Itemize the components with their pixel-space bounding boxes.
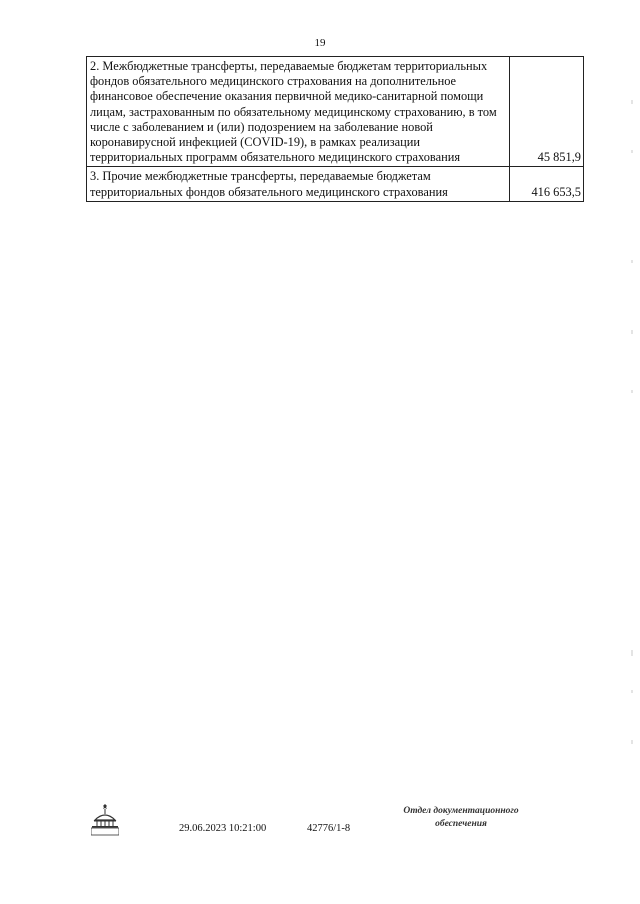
- row-amount: 45 851,9: [510, 57, 584, 167]
- footer-datetime: 29.06.2023 10:21:00: [179, 823, 267, 834]
- table-row: [87, 167, 584, 201]
- scan-edge-marks: [628, 90, 636, 790]
- budget-table: [86, 56, 584, 202]
- row-description: 3. Прочие межбюджетные трансферты, передаваемые бюджетам территориальных фондов обязательного медицинского страхования: [87, 167, 510, 201]
- department-stamp: [396, 805, 526, 831]
- stamp-line: Отдел документационного: [403, 806, 519, 816]
- stamp-line: обеспечения: [435, 819, 487, 829]
- row-description: 2. Межбюджетные трансферты, передаваемые бюджетам территориальных фондов обязательного медицинского страхования на дополнительное финансовое обеспечение оказания первичной медико-санитарной помощи лицам, застрахованным по обязательному медицинскому страхованию, в том числе с заболеванием и (или) подозрением на заболевание новой коронавирусной инфекцией (COVID-19), в рамках реализации территориальных программ обязательного медицинского страхования: [87, 57, 510, 167]
- duma-emblem-icon: [91, 804, 119, 836]
- page-number: 19: [314, 37, 326, 49]
- row-amount: 416 653,5: [510, 167, 584, 201]
- footer-doc-number: 42776/1-8: [307, 823, 351, 834]
- table-row: [87, 57, 584, 167]
